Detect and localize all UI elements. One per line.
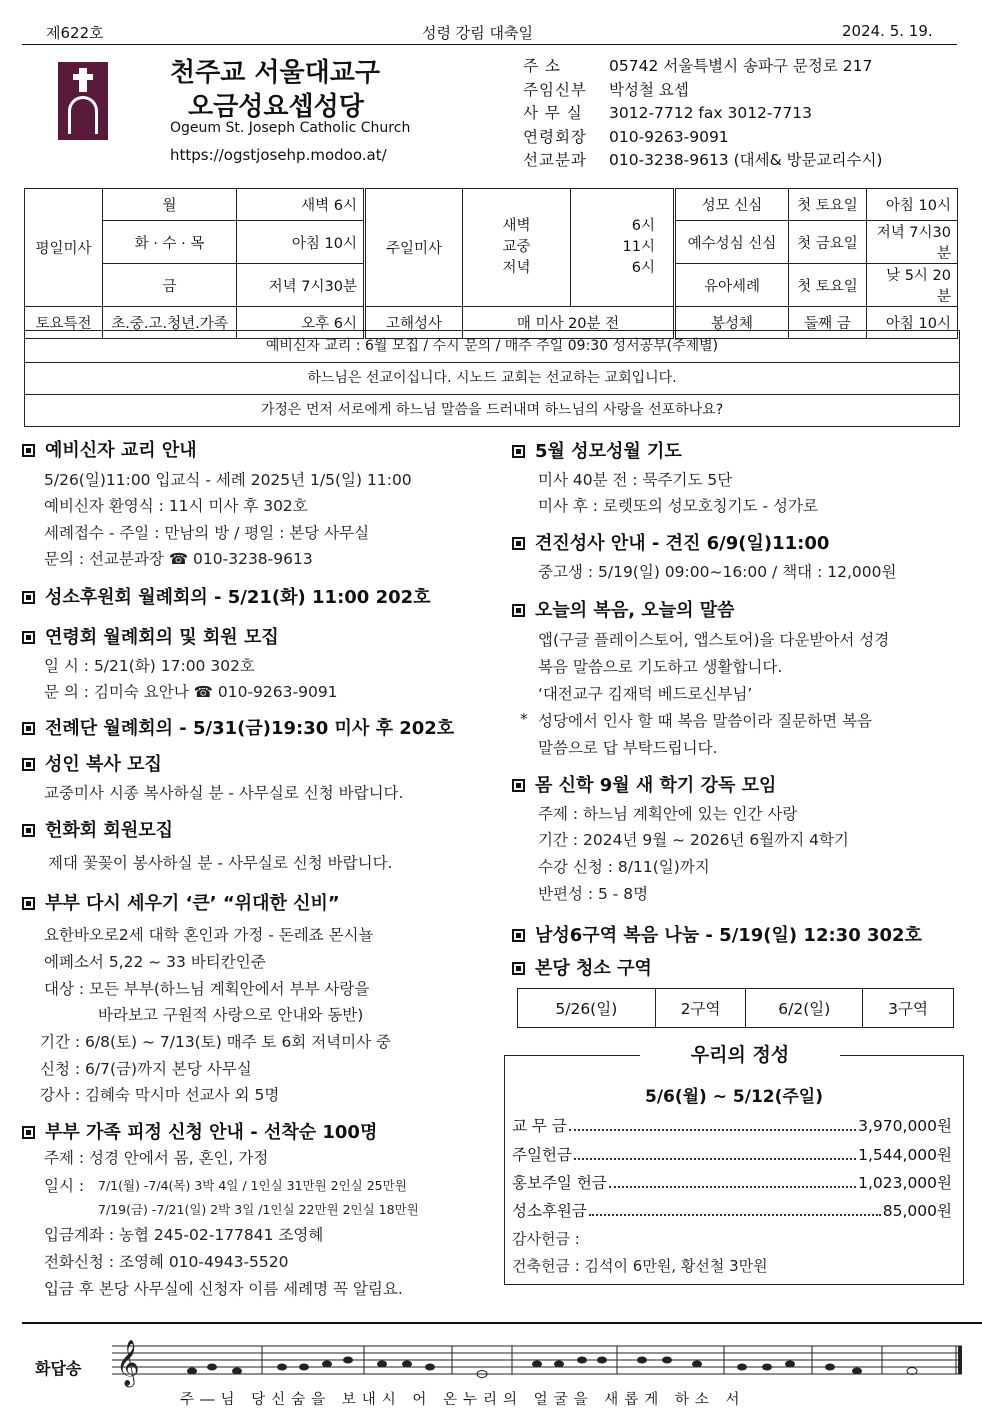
square-bullet-icon [22,591,35,604]
text-line: 성당에서 인사 할 때 복음 말씀이라 질문하면 복음 [538,712,872,730]
square-bullet-icon [512,962,525,975]
square-bullet-icon [22,722,35,735]
text-line: 전화신청 : 조영혜 010-4943-5520 [44,1253,289,1271]
square-bullet-icon [512,779,525,792]
text-line: 앱(구글 플레이스토어, 앱스토어)을 다운받아서 성경 [538,631,890,649]
offering-title: 우리의 정성 [640,1040,840,1067]
section-title: 성소후원회 월례회의 - 5/21(화) 11:00 202호 [22,583,431,609]
section-title: 헌화회 회원모집 [22,816,173,842]
section-title: 부부 다시 세우기 ‘큰’ “위대한 신비” [22,889,340,915]
square-bullet-icon [512,537,525,550]
text-line: 교중미사 시종 복사하실 분 - 사무실로 신청 바랍니다. [44,784,404,802]
square-bullet-icon [22,758,35,771]
section-title: 남성6구역 복음 나눔 - 5/19(일) 12:30 302호 [512,921,922,947]
text-line: 중고생 : 5/19(일) 09:00~16:00 / 책대 : 12,000원 [538,563,897,581]
diocese-name: 천주교 서울대교구 [170,58,380,88]
text-line: 미사 후 : 로렛또의 성모호칭기도 - 성가로 [538,497,818,515]
text-line: 5/26(일)11:00 입교식 - 세례 2025년 1/5(일) 11:00 [44,471,412,489]
parish-name-en: Ogeum St. Joseph Catholic Church [170,120,411,136]
thanks-offering: 감사헌금 : [512,1230,580,1248]
contact-info: 주 소 05742 서울특별시 송파구 문정로 217 주임신부 박성철 요셉 사 무 실 3012-7712 fax 3012-7713 연령회장 010-9263-9091 선교분과 010-3238-9613 (대세& 방문교리수시) [523,57,883,169]
text-line: 문의 : 선교분과장 ☎ 010-3238-9613 [44,550,313,568]
notice-box [24,330,960,427]
notice-line: 예비신자 교리 : 6월 모집 / 수시 문의 / 매주 주일 09:30 성서공부(주제별) [25,331,959,363]
asterisk-bullet: * [520,710,528,728]
text-line: 문 의 : 김미숙 요안나 ☎ 010-9263-9091 [44,683,338,701]
church-cross-logo-icon [58,62,108,140]
parish-url[interactable]: https://ogstjosehp.modoo.at/ [170,146,387,164]
section-title: 예비신자 교리 안내 [22,436,197,462]
text-line: 7/1(월) -7/4(목) 3박 4일 / 1인실 31만원 2인실 25만원 [98,1178,407,1193]
section-title: 오늘의 복음, 오늘의 말씀 [512,596,735,622]
text-line: 예비신자 환영식 : 11시 미사 후 302호 [44,497,308,515]
text-line: 신청 : 6/7(금)까지 본당 사무실 [40,1060,252,1078]
square-bullet-icon [512,604,525,617]
text-line: 수강 신청 : 8/11(일)까지 [538,858,710,876]
square-bullet-icon [22,631,35,644]
feast-title: 성령 강림 대축일 [422,24,533,42]
section-title: 본당 청소 구역 [512,954,652,980]
text-line: 에페소서 5,22 ~ 33 바티칸인준 [44,953,266,971]
section-title: 전례단 월례회의 - 5/31(금)19:30 미사 후 202호 [22,714,454,740]
text-line: 입금계좌 : 농협 245-02-177841 조영혜 [44,1226,324,1244]
text-line: 미사 40분 전 : 묵주기도 5단 [538,471,733,489]
text-line: 일시 : [44,1177,85,1195]
parish-name: 오금성요셉성당 [188,92,364,122]
text-line: 복음 말씀으로 기도하고 생활합니다. [538,658,783,676]
offering-period: 5/6(월) ~ 5/12(주일) [645,1087,823,1107]
building-offering: 건축헌금 : 김석이 6만원, 황선철 3만원 [512,1257,768,1275]
section-title: 견진성사 안내 - 견진 6/9(일)11:00 [512,529,829,555]
offering-row: 성소후원금 85,000원 [512,1199,952,1221]
square-bullet-icon [22,824,35,837]
text-line: 기간 : 6/8(토) ~ 7/13(토) 매주 토 6회 저녁미사 중 [40,1033,392,1051]
section-title: 부부 가족 피정 신청 안내 - 선착순 100명 [22,1118,377,1144]
section-title: 성인 복사 모집 [22,750,162,776]
text-line: 기간 : 2024년 9월 ~ 2026년 6월까지 4학기 [538,831,849,849]
mass-schedule-table: 평일미사 월 새벽 6시 주일미사 새벽 교중 저녁 6시 11시 6시 성모 신심 첫 토요일 아침 10시 화 · 수 · 목 아침 10시 예수성심 신심 첫 금요일 저녁 7시30분 금 저녁 7시30분 유아세례 첫 토요일 낮 5시 20분 토요특전 초.중.고.청년.가족 오후 6시 고해성사 매 미사 20분 전 봉성체 둘째 금 아침 10시 [24,188,958,339]
offering-row: 홍보주일 헌금 1,023,000원 [512,1171,952,1193]
square-bullet-icon [512,929,525,942]
text-line: ‘대전교구 김재덕 베드로신부님’ [538,685,753,703]
top-header-bar [22,16,957,45]
text-line: 일 시 : 5/21(화) 17:00 302호 [44,657,255,675]
text-line: 제대 꽃꽂이 봉사하실 분 - 사무실로 신청 바랍니다. [48,854,393,872]
square-bullet-icon [512,445,525,458]
text-line: 7/19(금) -7/21(일) 2박 3일 /1인실 22만원 2인실 18만원 [98,1202,419,1217]
cleaning-table: 5/26(일) 2구역 6/2(일) 3구역 [517,988,954,1028]
text-line: 입금 후 본당 사무실에 신청자 이름 세례명 꼭 알림요. [44,1280,403,1298]
text-line: 바라보고 구원적 사랑으로 안내와 동반) [98,1006,364,1024]
square-bullet-icon [22,1126,35,1139]
section-title: 5월 성모성월 기도 [512,437,682,463]
text-line: 주제 : 하느님 계획안에 있는 인간 사랑 [538,805,798,823]
square-bullet-icon [22,897,35,910]
psalm-label: 화답송 [35,1359,82,1378]
text-line: 말씀으로 답 부탁드립니다. [538,739,718,757]
text-line: 세례접수 - 주일 : 만남의 방 / 평일 : 본당 사무실 [44,524,370,542]
text-line: 강사 : 김혜숙 막시마 선교사 외 5명 [40,1086,280,1104]
footer-divider [22,1322,982,1324]
offering-row: 교 무 금 3,970,000원 [512,1114,952,1136]
text-line: 주제 : 성경 안에서 몸, 혼인, 가정 [44,1149,269,1167]
section-title: 연령회 월례회의 및 회원 모집 [22,623,279,649]
notice-line: 하느님은 선교이십니다. 시노드 교회는 선교하는 교회입니다. [25,363,959,395]
offering-row: 주일헌금 1,544,000원 [512,1143,952,1165]
music-staff-icon [112,1338,970,1388]
svg-text:𝄞: 𝄞 [116,1340,140,1386]
notice-line: 가정은 먼저 서로에게 하느님 말씀을 드러내며 하느님의 사랑을 선포하나요? [260,402,724,418]
issue-number: 제622호 [46,24,104,42]
square-bullet-icon [22,444,35,457]
psalm-lyrics: 주―님 당신숨을 보내시 어 온누리의 얼굴을 새롭게 하소 서 [180,1392,746,1408]
text-line: 대상 : 모든 부부(하느님 계획안에서 부부 사랑을 [44,980,370,998]
issue-date: 2024. 5. 19. [842,22,933,40]
text-line: 반편성 : 5 - 8명 [538,885,649,903]
text-line: 요한바오로2세 대학 혼인과 가정 - 돈레죠 몬시뇰 [44,926,374,944]
section-title: 몸 신학 9월 새 학기 강독 모임 [512,771,776,797]
